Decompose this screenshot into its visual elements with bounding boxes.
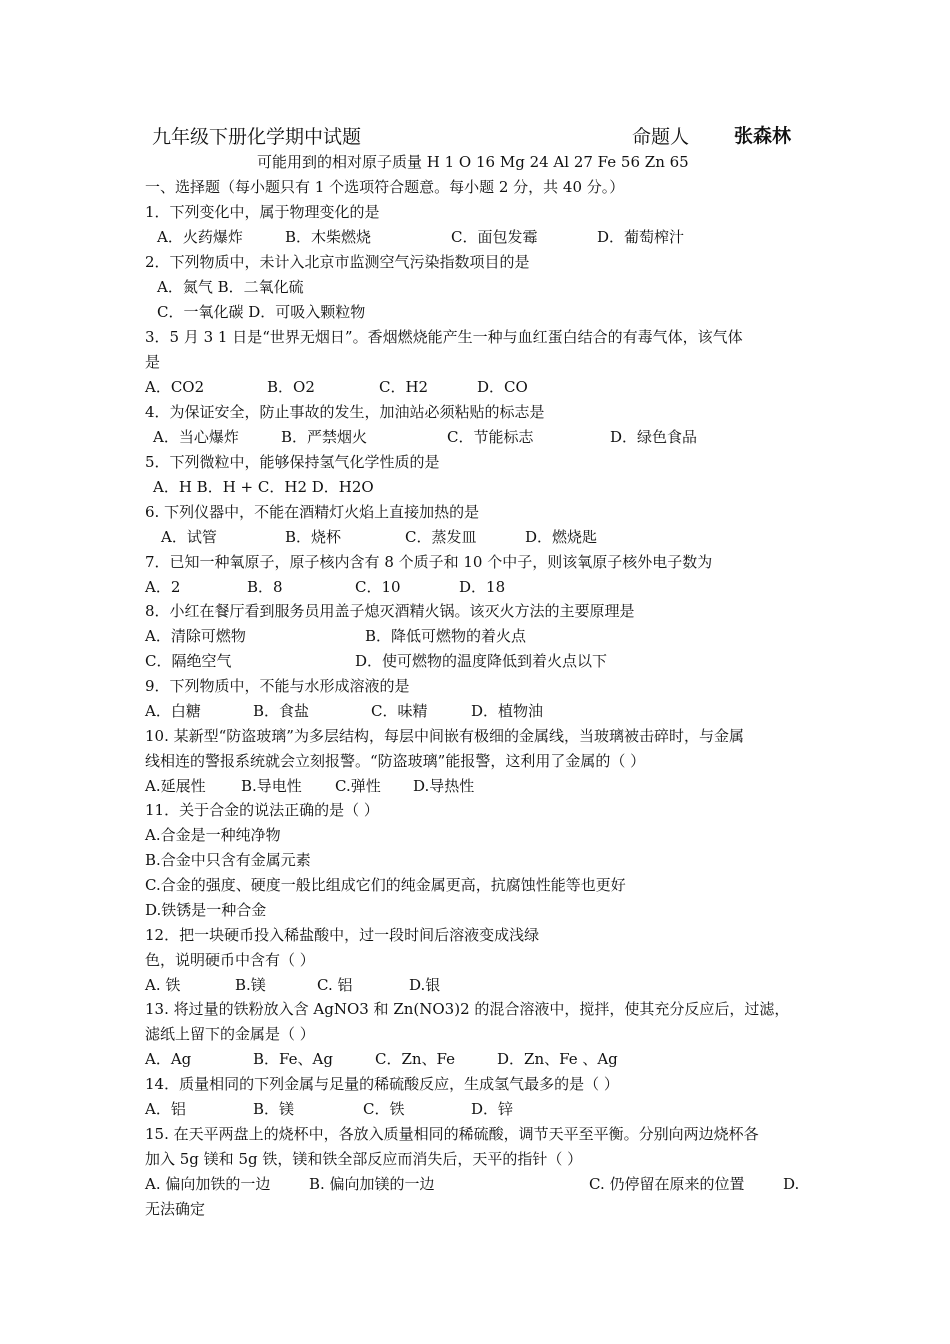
- option-d: D．锌: [471, 1100, 514, 1118]
- question-11-stem: 11．关于合金的说法正确的是（ ）: [145, 801, 379, 819]
- author-label: 命题人: [632, 126, 690, 148]
- option-d: D．使可燃物的温度降低到着火点以下: [355, 652, 608, 670]
- question-3-stem-line-2: 是: [145, 353, 161, 371]
- option-a: A．铝: [145, 1100, 186, 1118]
- option-a: A．当心爆炸: [153, 428, 239, 446]
- question-11-option-b: B.合金中只含有金属元素: [145, 851, 311, 869]
- option-d: D.: [783, 1175, 800, 1193]
- question-8-stem: 8．小红在餐厅看到服务员用盖子熄灭酒精火锅。该灭火方法的主要原理是: [145, 602, 635, 620]
- option-d: D．18: [459, 578, 506, 596]
- question-12-stem-line-1: 12．把一块硬币投入稀盐酸中，过一段时间后溶液变成浅绿: [145, 926, 540, 944]
- option-a: A．清除可燃物: [145, 627, 246, 645]
- option-c: C．隔绝空气: [145, 652, 232, 670]
- option-a: A．Ag: [145, 1050, 192, 1068]
- question-4-stem: 4．为保证安全，防止事故的发生，加油站必须粘贴的标志是: [145, 403, 545, 421]
- option-a: A．白糖: [145, 702, 201, 720]
- option-b: B．降低可燃物的着火点: [365, 627, 527, 645]
- question-15-stem-line-1: 15. 在天平两盘上的烧杯中，各放入质量相同的稀硫酸，调节天平至平衡。分别向两边烧杯各: [145, 1125, 759, 1143]
- question-10-stem-line-2: 线相连的警报系统就会立刻报警。“防盗玻璃”能报警，这利用了金属的（ ）: [145, 752, 646, 770]
- option-b: B．木柴燃烧: [285, 228, 372, 246]
- option-a: A．火药爆炸: [157, 228, 243, 246]
- option-b: B．镁: [253, 1100, 295, 1118]
- option-b: B．8: [247, 578, 283, 596]
- option-d: D．葡萄榨汁: [597, 228, 685, 246]
- option-b: B．烧杯: [285, 528, 342, 546]
- option-a: A. 偏向加铁的一边: [145, 1175, 271, 1193]
- option-c: C．H2: [379, 378, 429, 396]
- option-c: C．10: [355, 578, 401, 596]
- option-c: C．铁: [363, 1100, 405, 1118]
- option-b: B．食盐: [253, 702, 310, 720]
- option-b: B．严禁烟火: [281, 428, 368, 446]
- question-9-stem: 9．下列物质中，不能与水形成溶液的是: [145, 677, 410, 695]
- option-d: D．绿色食品: [610, 428, 698, 446]
- option-d: D．Zn、Fe 、Ag: [497, 1050, 618, 1068]
- option-c: C. 仍停留在原来的位置: [589, 1175, 745, 1193]
- question-5-options: A．H B．H + C．H2 D．H2O: [153, 478, 374, 496]
- option-c: C. 铝: [317, 976, 353, 994]
- exam-title: 九年级下册化学期中试题: [152, 126, 362, 148]
- option-c: C．Zn、Fe: [375, 1050, 456, 1068]
- option-d: D．CO: [477, 378, 528, 396]
- question-13-stem-line-2: 滤纸上留下的金属是（ ）: [145, 1025, 315, 1043]
- option-a: A.延展性: [145, 777, 206, 795]
- question-2-stem: 2．下列物质中，未计入北京市监测空气污染指数项目的是: [145, 253, 530, 271]
- option-a: A．试管: [161, 528, 217, 546]
- option-c: C.弹性: [335, 777, 381, 795]
- option-b: B．Fe、Ag: [253, 1050, 333, 1068]
- question-2-options-line-2: C．一氧化碳 D．可吸入颗粒物: [157, 303, 366, 321]
- option-b: B.镁: [235, 976, 266, 994]
- question-2-options-line-1: A．氮气 B．二氧化硫: [157, 278, 304, 296]
- option-b: B.导电性: [241, 777, 302, 795]
- option-c: C．节能标志: [447, 428, 534, 446]
- question-15-option-d-continued: 无法确定: [145, 1200, 206, 1218]
- question-15-stem-line-2: 加入 5g 镁和 5g 铁，镁和铁全部反应而消失后，天平的指针（ ）: [145, 1150, 583, 1168]
- question-11-option-c: C.合金的强度、硬度一般比组成它们的纯金属更高，抗腐蚀性能等也更好: [145, 876, 626, 894]
- option-b: B. 偏向加镁的一边: [309, 1175, 435, 1193]
- question-5-stem: 5．下列微粒中，能够保持氢气化学性质的是: [145, 453, 440, 471]
- question-14-stem: 14．质量相同的下列金属与足量的稀硫酸反应，生成氢气最多的是（ ）: [145, 1075, 619, 1093]
- question-3-stem-line-1: 3．5 月 3 1 日是“世界无烟日”。香烟燃烧能产生一种与血红蛋白结合的有毒气体，该气体: [145, 328, 743, 346]
- section-heading: 一、选择题（每小题只有 1 个选项符合题意。每小题 2 分，共 40 分。）: [145, 178, 625, 196]
- option-c: C．面包发霉: [451, 228, 538, 246]
- atomic-masses-note: 可能用到的相对原子质量 H 1 O 16 Mg 24 Al 27 Fe 56 Zn 65: [257, 153, 689, 171]
- option-a: A. 铁: [145, 976, 181, 994]
- question-11-option-a: A.合金是一种纯净物: [145, 826, 281, 844]
- option-a: A．2: [145, 578, 181, 596]
- question-7-stem: 7．已知一种氧原子，原子核内含有 8 个质子和 10 个中子，则该氧原子核外电子数为: [145, 553, 713, 571]
- question-10-stem-line-1: 10. 某新型“防盗玻璃”为多层结构，每层中间嵌有极细的金属线，当玻璃被击碎时，与金属: [145, 727, 744, 745]
- option-d: D.导热性: [413, 777, 475, 795]
- option-d: D.银: [409, 976, 441, 994]
- option-d: D．植物油: [471, 702, 544, 720]
- option-b: B．O2: [267, 378, 315, 396]
- question-12-stem-line-2: 色，说明硬币中含有（ ）: [145, 951, 315, 969]
- option-d: D．燃烧匙: [525, 528, 598, 546]
- option-c: C．味精: [371, 702, 428, 720]
- author-name: 张森林: [734, 125, 792, 147]
- option-a: A．CO2: [145, 378, 205, 396]
- option-c: C．蒸发皿: [405, 528, 477, 546]
- question-1-stem: 1．下列变化中，属于物理变化的是: [145, 203, 380, 221]
- question-6-stem: 6. 下列仪器中，不能在酒精灯火焰上直接加热的是: [145, 503, 480, 521]
- question-13-stem-line-1: 13. 将过量的铁粉放入含 AgNO3 和 Zn(NO3)2 的混合溶液中，搅拌，使其充分反应后，过滤，: [145, 1000, 790, 1018]
- question-11-option-d: D.铁锈是一种合金: [145, 901, 267, 919]
